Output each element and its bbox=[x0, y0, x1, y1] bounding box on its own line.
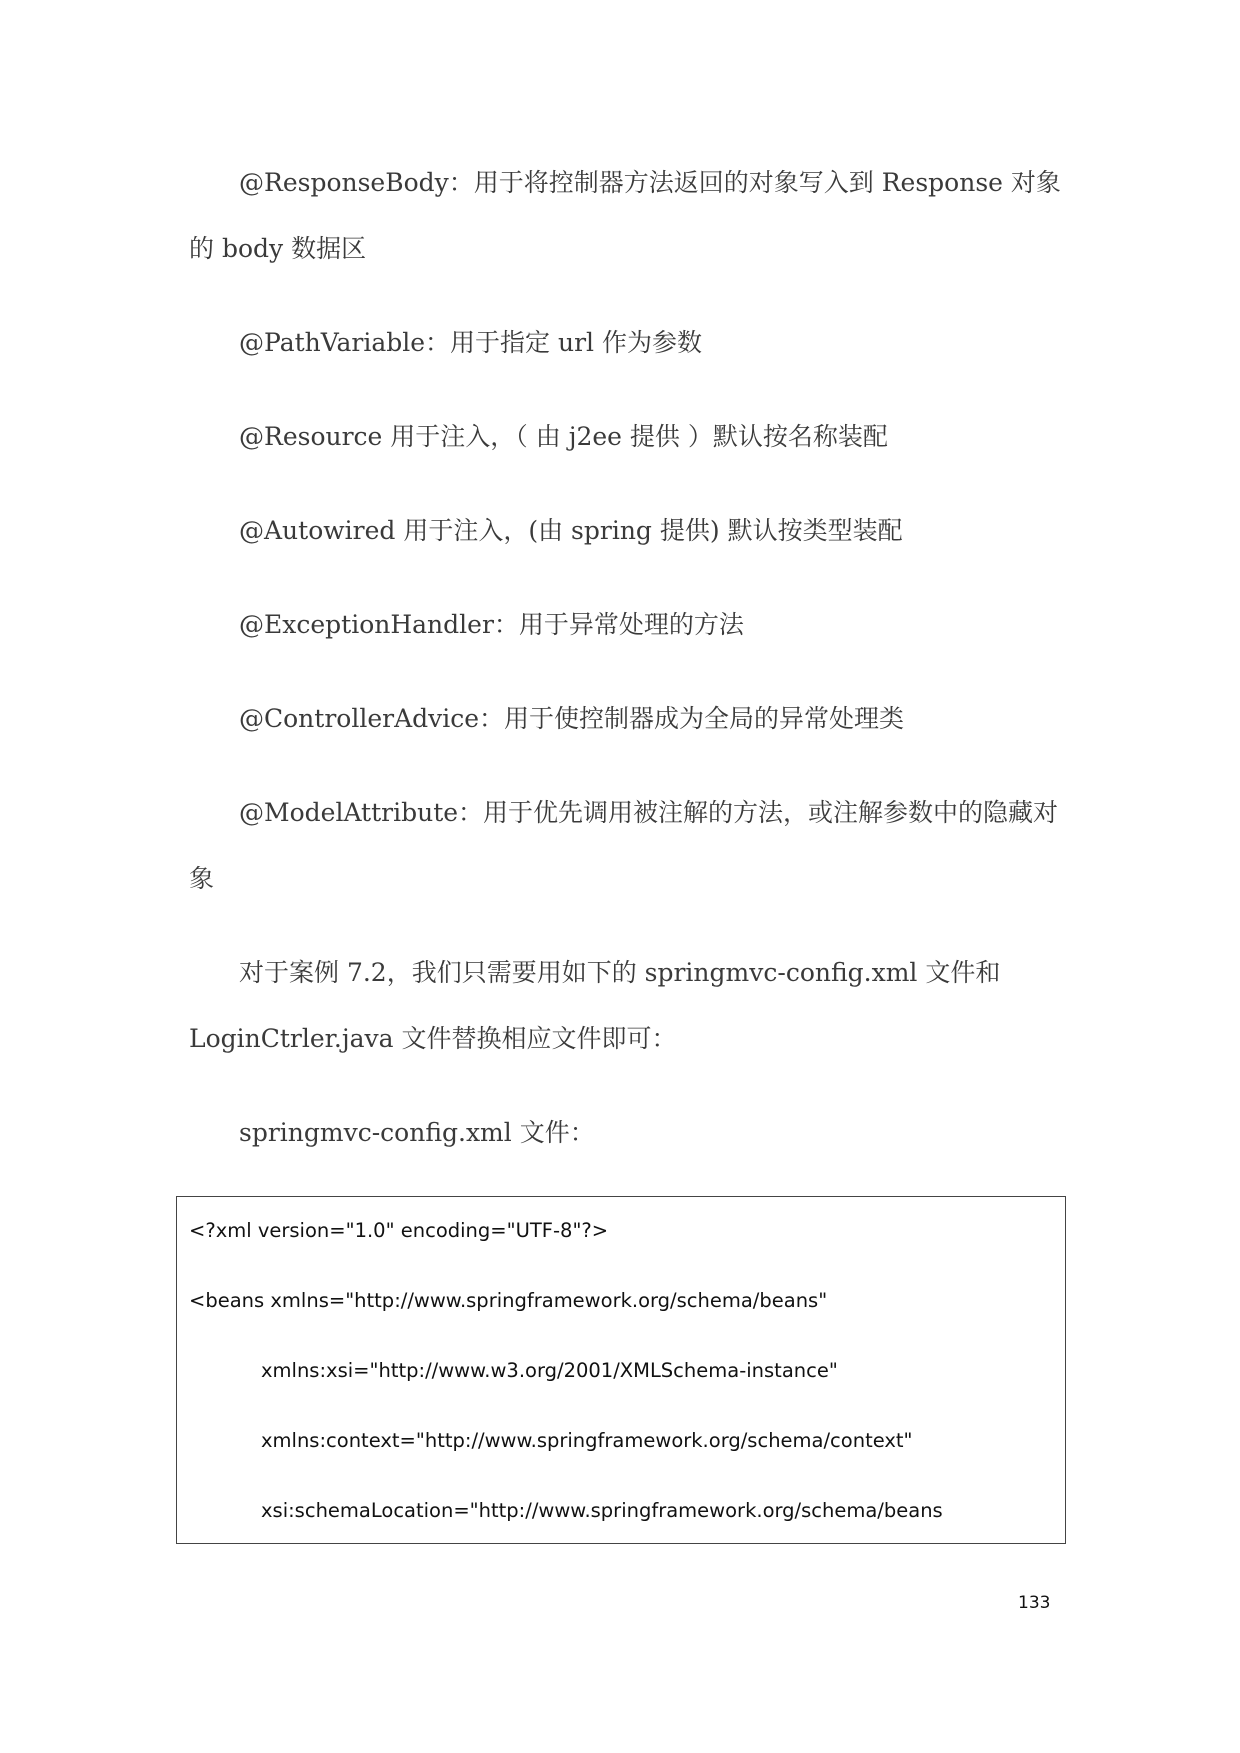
paragraph-file-label bbox=[189, 1100, 1049, 1166]
paragraph-model-attribute bbox=[189, 780, 1059, 912]
paragraph-line: @ControllerAdvice：用于使控制器成为全局的异常处理类 bbox=[239, 704, 905, 733]
code-line: <?xml version="1.0" encoding="UTF-8"?> bbox=[189, 1219, 609, 1242]
paragraph-path-variable bbox=[189, 310, 1049, 376]
paragraph-line: 对于案例 7.2，我们只需要用如下的 springmvc-config.xml 文件和 bbox=[239, 958, 1001, 987]
code-listing bbox=[176, 1196, 1066, 1544]
paragraph-line: 的 body 数据区 bbox=[189, 234, 367, 263]
paragraph-line: @Resource 用于注入，（ 由 j2ee 提供 ）默认按名称装配 bbox=[239, 422, 888, 451]
paragraph-line: @Autowired 用于注入，(由 spring 提供) 默认按类型装配 bbox=[239, 516, 903, 545]
code-line: <beans xmlns="http://www.springframework.org/schema/beans" bbox=[189, 1289, 828, 1312]
paragraph-line: @ModelAttribute：用于优先调用被注解的方法，或注解参数中的隐藏对 bbox=[239, 798, 1059, 827]
code-line: xmlns:xsi="http://www.w3.org/2001/XMLSchema-instance" bbox=[261, 1359, 838, 1382]
paragraph-line: springmvc-config.xml 文件： bbox=[239, 1118, 595, 1147]
paragraph-response-body bbox=[189, 150, 1061, 282]
code-line: xsi:schemaLocation="http://www.springframework.org/schema/beans bbox=[261, 1499, 943, 1522]
code-line: xmlns:context="http://www.springframework.org/schema/context" bbox=[261, 1429, 913, 1452]
page-number: 133 bbox=[1018, 1593, 1051, 1613]
paragraph-controller-advice bbox=[189, 686, 1049, 752]
paragraph-line: @PathVariable：用于指定 url 作为参数 bbox=[239, 328, 703, 357]
paragraph-line: @ResponseBody：用于将控制器方法返回的对象写入到 Response 对象 bbox=[239, 168, 1061, 197]
paragraph-autowired bbox=[189, 498, 1049, 564]
paragraph-resource bbox=[189, 404, 1049, 470]
paragraph-exception-handler bbox=[189, 592, 1049, 658]
paragraph-case-intro bbox=[189, 940, 1049, 1072]
paragraph-line: @ExceptionHandler：用于异常处理的方法 bbox=[239, 610, 744, 639]
paragraph-line: LoginCtrler.java 文件替换相应文件即可： bbox=[189, 1024, 677, 1053]
paragraph-line: 象 bbox=[189, 864, 215, 893]
